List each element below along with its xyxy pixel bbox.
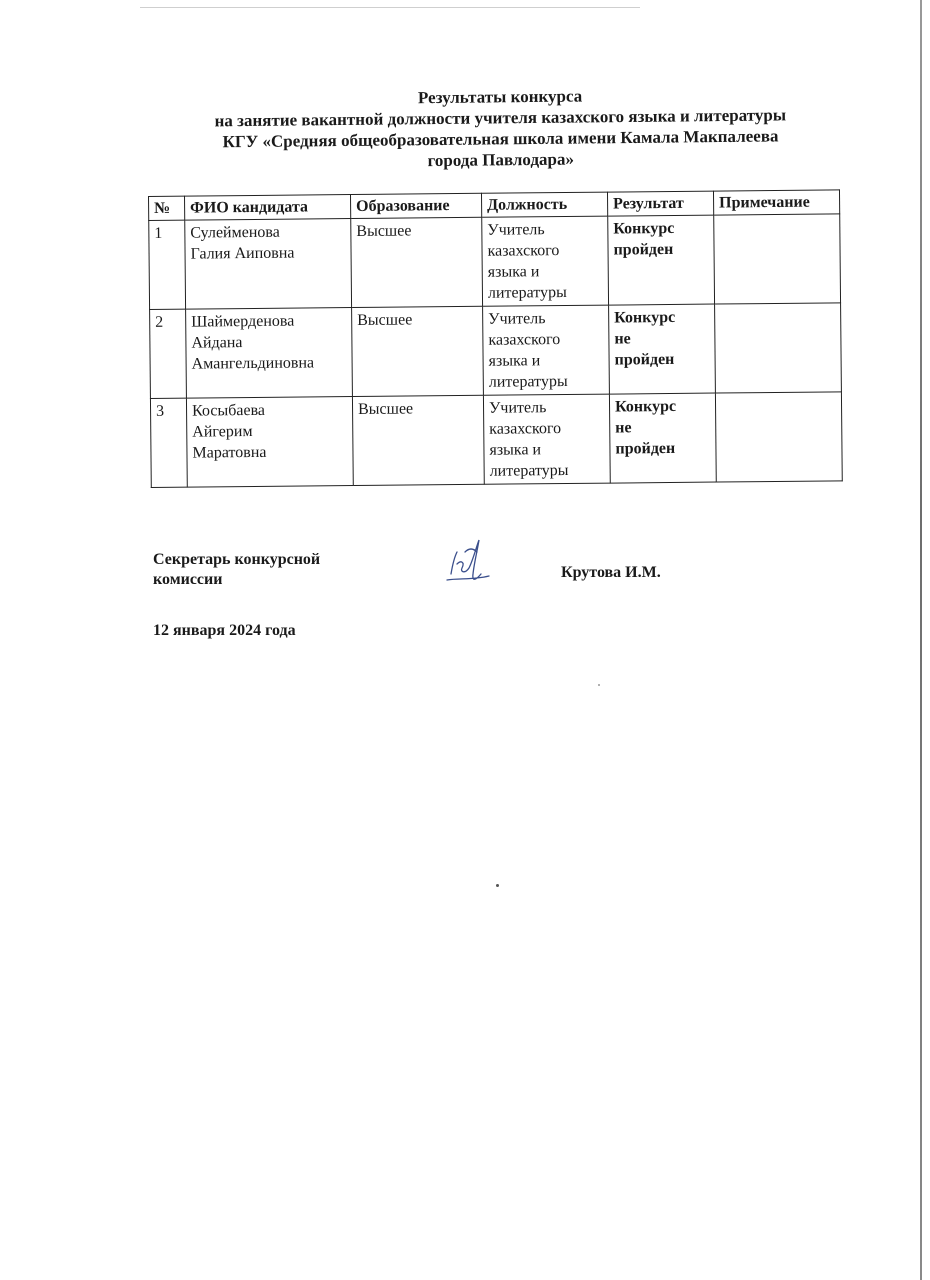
column-header-result: Результат	[607, 191, 713, 216]
result-line: не	[615, 419, 632, 437]
result-line: Конкурс	[614, 308, 676, 327]
result-line: Конкурс	[614, 397, 677, 416]
column-header-note: Примечание	[713, 190, 839, 215]
scan-top-line	[140, 7, 640, 8]
result-cell	[608, 215, 715, 305]
name-line: Амангельдиновна	[191, 354, 315, 373]
position-line: казахского	[489, 420, 562, 438]
candidate-name	[185, 219, 352, 310]
column-header-position: Должность	[481, 192, 607, 217]
name-line: Косыбаева	[191, 401, 266, 420]
row-number: 2	[150, 309, 187, 398]
column-header-education: Образование	[350, 193, 481, 218]
position-line: языка и	[487, 263, 540, 281]
name-line: Маратовна	[192, 443, 267, 462]
table-row	[150, 392, 842, 488]
document-date: 12 января 2024 года	[153, 622, 296, 639]
candidate-name	[186, 397, 353, 488]
secretary-name: Крутова И.М.	[561, 564, 661, 581]
secretary-title-line: комиссии	[153, 571, 223, 588]
result-line: пройден	[613, 240, 674, 259]
position-line: Учитель	[488, 310, 546, 328]
handwritten-signature	[443, 534, 493, 590]
secretary-title	[153, 550, 393, 590]
note-cell	[714, 214, 841, 304]
position-cell	[483, 394, 610, 484]
result-line: не	[614, 330, 631, 348]
note-cell	[715, 392, 842, 482]
secretary-title-line: Секретарь конкурсной	[153, 551, 321, 568]
header-city: города Павлодара»	[427, 149, 575, 171]
result-line: пройден	[614, 350, 675, 369]
education-cell: Высшее	[352, 395, 484, 485]
header-subtitle: на занятие вакантной должности учителя казахского языка и литературы	[214, 105, 787, 131]
result-cell	[609, 304, 716, 394]
header-title: Результаты конкурса	[417, 86, 583, 108]
position-cell	[483, 305, 610, 395]
result-cell	[609, 393, 716, 483]
position-line: литературы	[488, 372, 568, 391]
scan-speck	[598, 684, 600, 686]
name-line: Галия Аиповна	[190, 244, 295, 263]
note-cell	[715, 303, 842, 393]
row-number: 3	[150, 398, 187, 487]
header-school: КГУ «Средняя общеобразовательная школа имени Камала Макпалеева	[222, 126, 779, 152]
candidate-name	[186, 308, 353, 399]
position-line: казахского	[487, 242, 560, 260]
table-row	[150, 303, 842, 399]
name-line: Шаймерденова	[191, 312, 295, 331]
result-line: пройден	[615, 439, 676, 458]
position-line: языка и	[488, 352, 541, 370]
position-line: Учитель	[488, 399, 547, 417]
position-line: казахского	[488, 331, 561, 349]
scan-right-edge	[920, 0, 922, 1280]
row-number: 1	[149, 220, 186, 309]
table-row	[149, 214, 841, 310]
education-cell: Высшее	[351, 217, 483, 307]
position-line: литературы	[489, 461, 569, 480]
name-line: Айгерим	[192, 423, 253, 441]
education-cell: Высшее	[352, 306, 484, 396]
position-line: языка и	[489, 441, 542, 459]
column-header-number: №	[149, 196, 185, 220]
position-cell	[482, 216, 609, 306]
position-line: литературы	[487, 283, 567, 302]
scan-speck	[496, 884, 499, 887]
name-line: Сулейменова	[190, 223, 280, 242]
results-table	[148, 189, 843, 488]
document-header	[150, 83, 851, 174]
result-line: Конкурс	[613, 219, 675, 238]
position-line: Учитель	[487, 221, 545, 239]
name-line: Айдана	[191, 334, 243, 352]
column-header-fio: ФИО кандидата	[185, 195, 351, 221]
